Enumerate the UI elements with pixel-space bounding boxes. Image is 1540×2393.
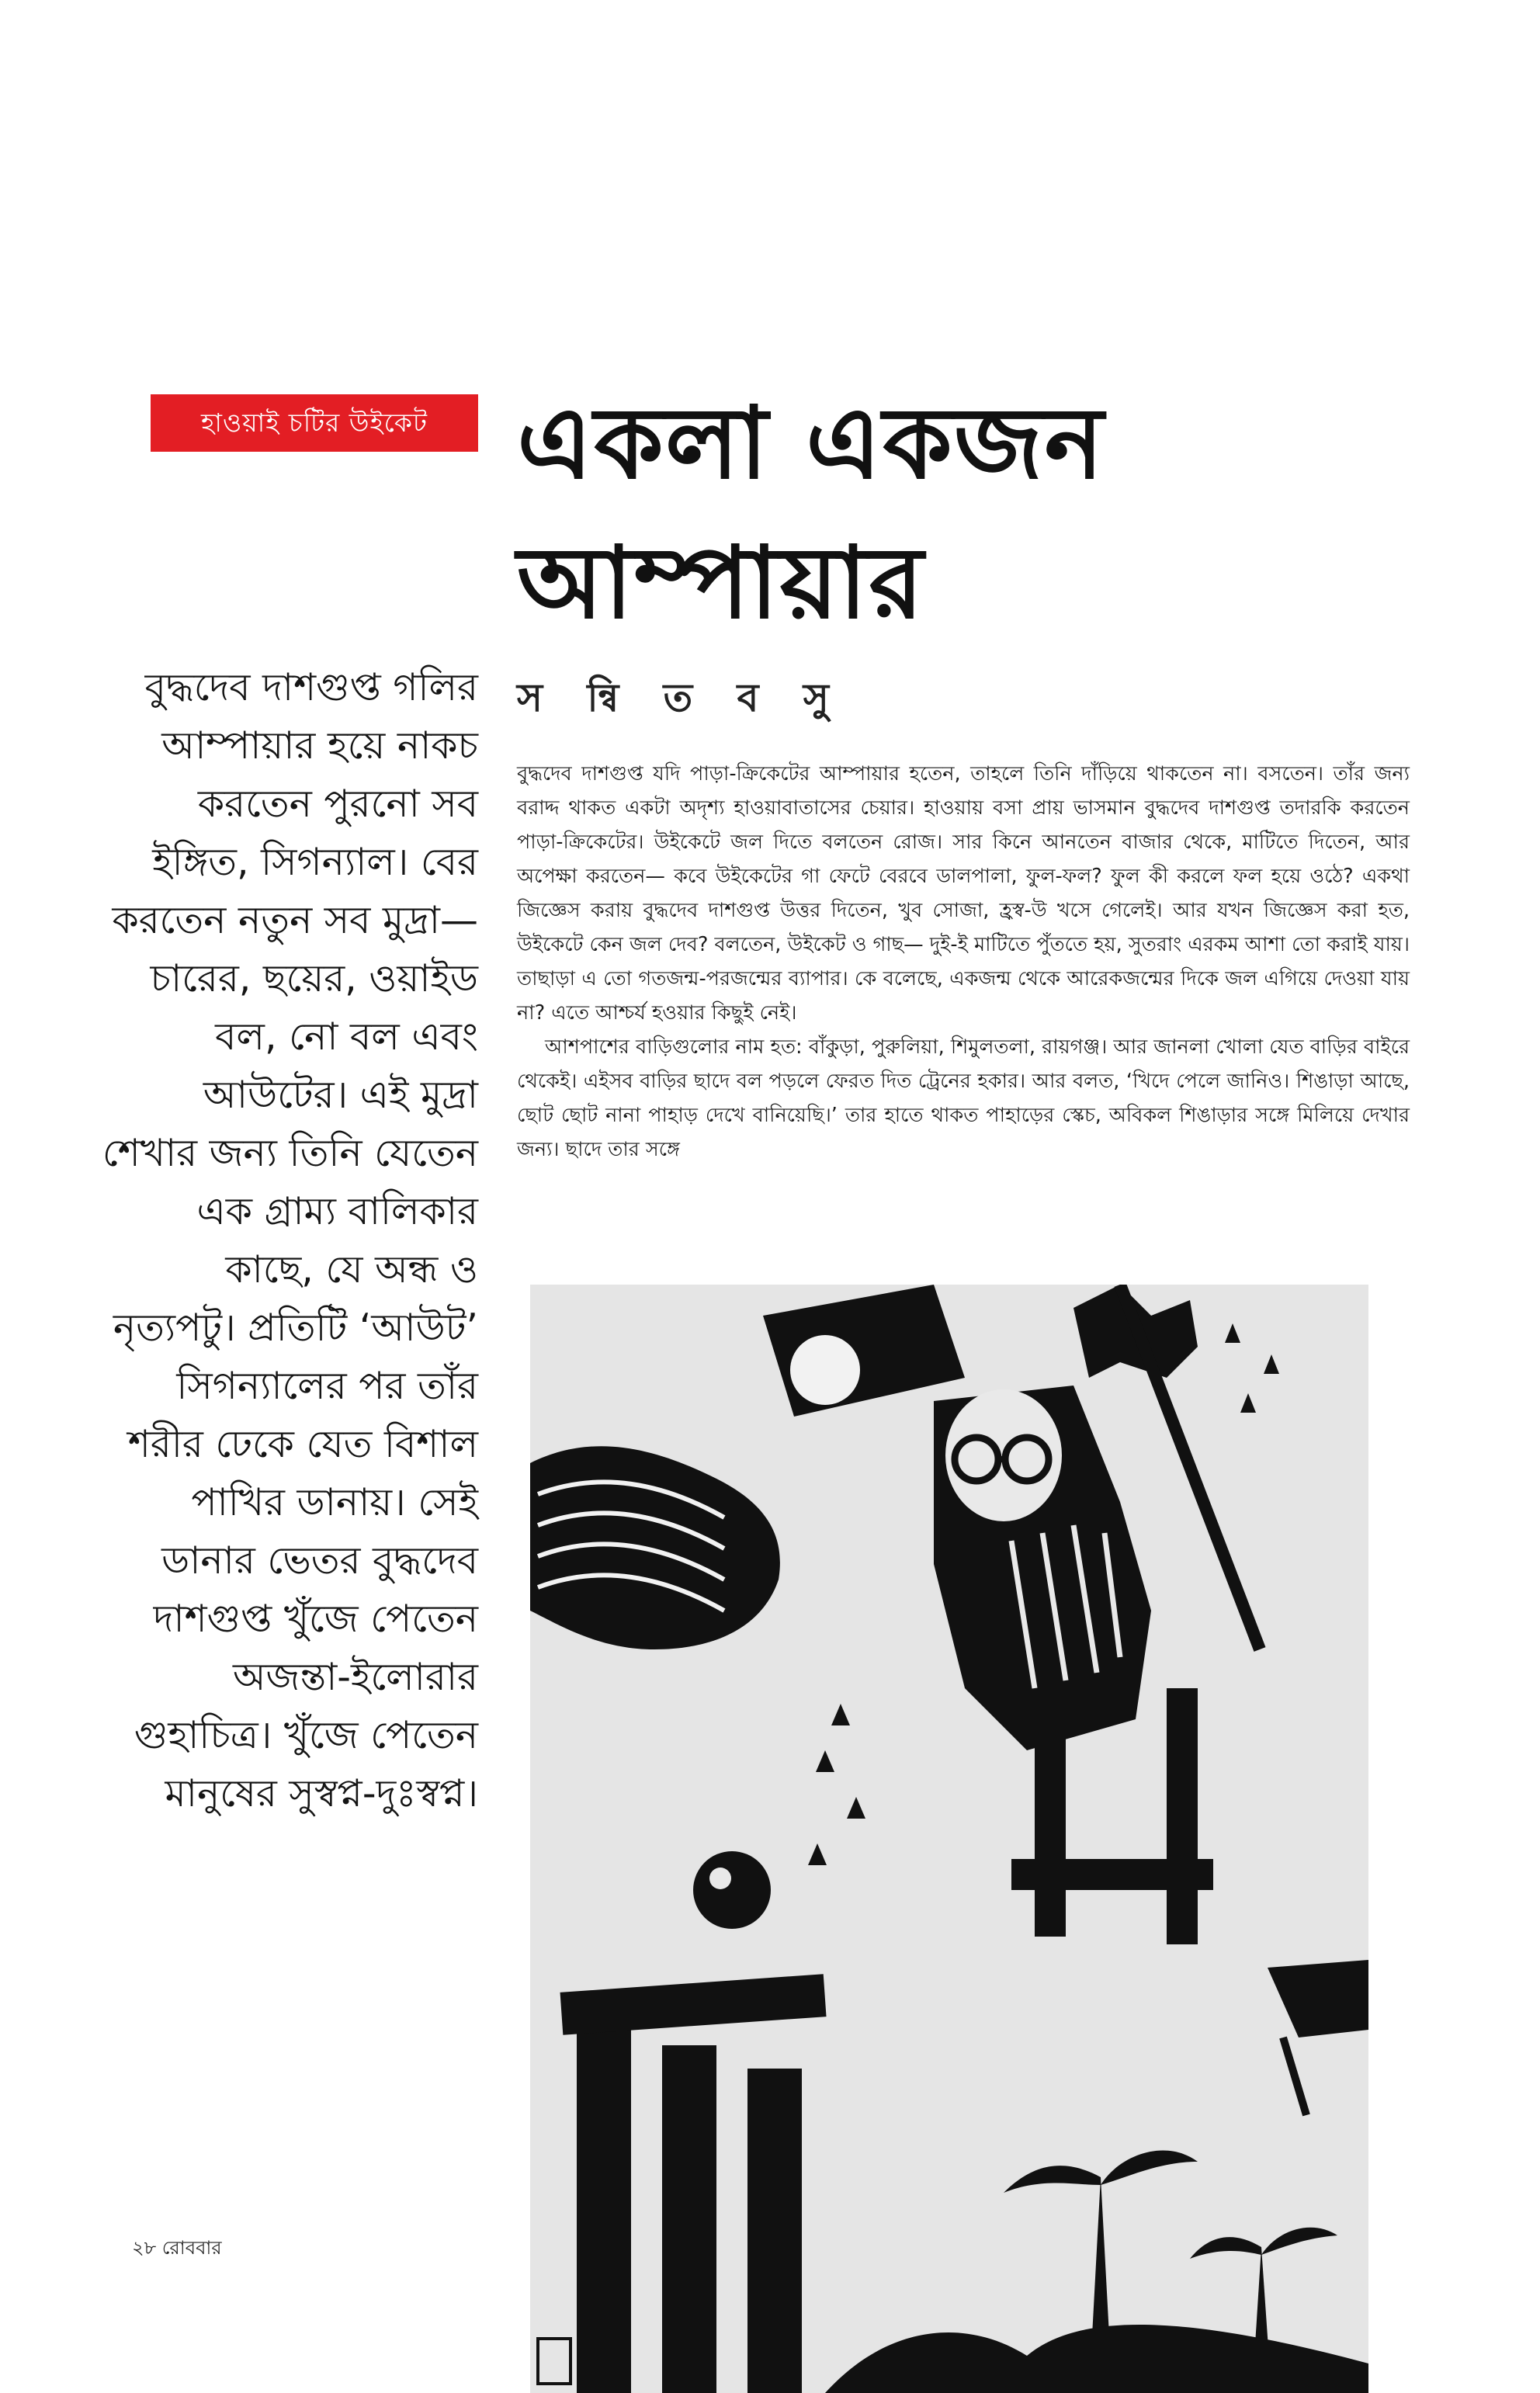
page-folio: ২৮ রোববার: [132, 2237, 222, 2259]
body-paragraph-1: বুদ্ধদেব দাশগুপ্ত যদি পাড়া-ক্রিকেটের আম্পায়ার হতেন, তাহলে তিনি দাঁড়িয়ে থাকতেন না। বসতেন। তাঁর জন্য বরাদ্দ থাকত একটা অদৃশ্য হাওয়াবাতাসের চেয়ার। হাওয়ায় বসা প্রায় ভাসমান বুদ্ধদেব দাশগুপ্ত তদারকি করতেন পাড়া-ক্রিকেটের। উইকেটে জল দিতে বলতেন রোজ। সার কিনে আনতেন বাজার থেকে, মাটিতে দিতেন, আর অপেক্ষা করতেন— কবে উইকেটের গা ফেটে বেরবে ডালপালা, ফুল-ফল? ফুল কী করলে ফল হয়ে ওঠে? একথা জিজ্ঞেস করায় বুদ্ধদেব দাশগুপ্ত উত্তর দিতেন, খুব সোজা, হ্রস্ব-উ খসে গেলেই। আর যখন জিজ্ঞেস করা হত, উইকেটে কেন জল দেব? বলতেন, উইকেট ও গাছ— দুই-ই মাটিতে পুঁততে হয়, সুতরাং এরকম আশা তো করাই যায়। তাছাড়া এ তো গতজন্ম-পরজন্মের ব্যাপার। কে বলেছে, একজন্ম থেকে আরেকজন্মের দিকে জল এগিয়ে দেওয়া যায় না? এতে আশ্চর্য হওয়ার কিছুই নেই।: [517, 762, 1410, 1025]
woodcut-illustration: [530, 1285, 1368, 2393]
section-tag: হাওয়াই চটির উইকেট: [151, 394, 478, 452]
headline-line-2: আম্পায়ার: [517, 525, 925, 641]
byline: স ন্বি ত ব সু: [517, 675, 845, 720]
article-body: [517, 757, 1410, 1167]
pullquote-text: বুদ্ধদেব দাশগুপ্ত গলির আম্পায়ার হয়ে নাকচ করতেন পুরনো সব ইঙ্গিত, সিগন্যাল। বের করতেন নতুন সব মুদ্রা— চারের, ছয়ের, ওয়াইড বল, নো বল এবং আউটের। এই মুদ্রা শেখার জন্য তিনি যেতেন এক গ্রাম্য বালিকার কাছে, যে অন্ধ ও নৃত্যপটু। প্রতিটি ‘আউট’ সিগন্যালের পর তাঁর শরীর ঢেকে যেত বিশাল পাখির ডানায়। সেই ডানার ভেতর বুদ্ধদেব দাশগুপ্ত খুঁজে পেতেন অজন্তা-ইলোরার গুহাচিত্র। খুঁজে পেতেন মানুষের সুস্বপ্ন-দুঃস্বপ্ন।: [102, 665, 478, 1816]
headline: [517, 374, 1487, 654]
illustration-artwork: [530, 1285, 1368, 2393]
body-paragraph-2: আশপাশের বাড়িগুলোর নাম হত: বাঁকুড়া, পুরুলিয়া, শিমুলতলা, রায়গঞ্জ। আর জানলা খোলা যেত বাড়ির বাইরে থেকেই। এইসব বাড়ির ছাদে বল পড়লে ফেরত দিত ট্রেনের হকার। আর বলত, ‘খিদে পেলে জানিও। শিঙাড়া আছে, ছোট ছোট নানা পাহাড় দেখে বানিয়েছি।’ তার হাতে থাকত পাহাড়ের স্কেচ, অবিকল শিঙাড়ার সঙ্গে মিলিয়ে দেখার জন্য। ছাদে তার সঙ্গে: [517, 1035, 1410, 1161]
pullquote: [101, 658, 478, 1822]
headline-line-1: একলা একজন: [517, 386, 1105, 501]
